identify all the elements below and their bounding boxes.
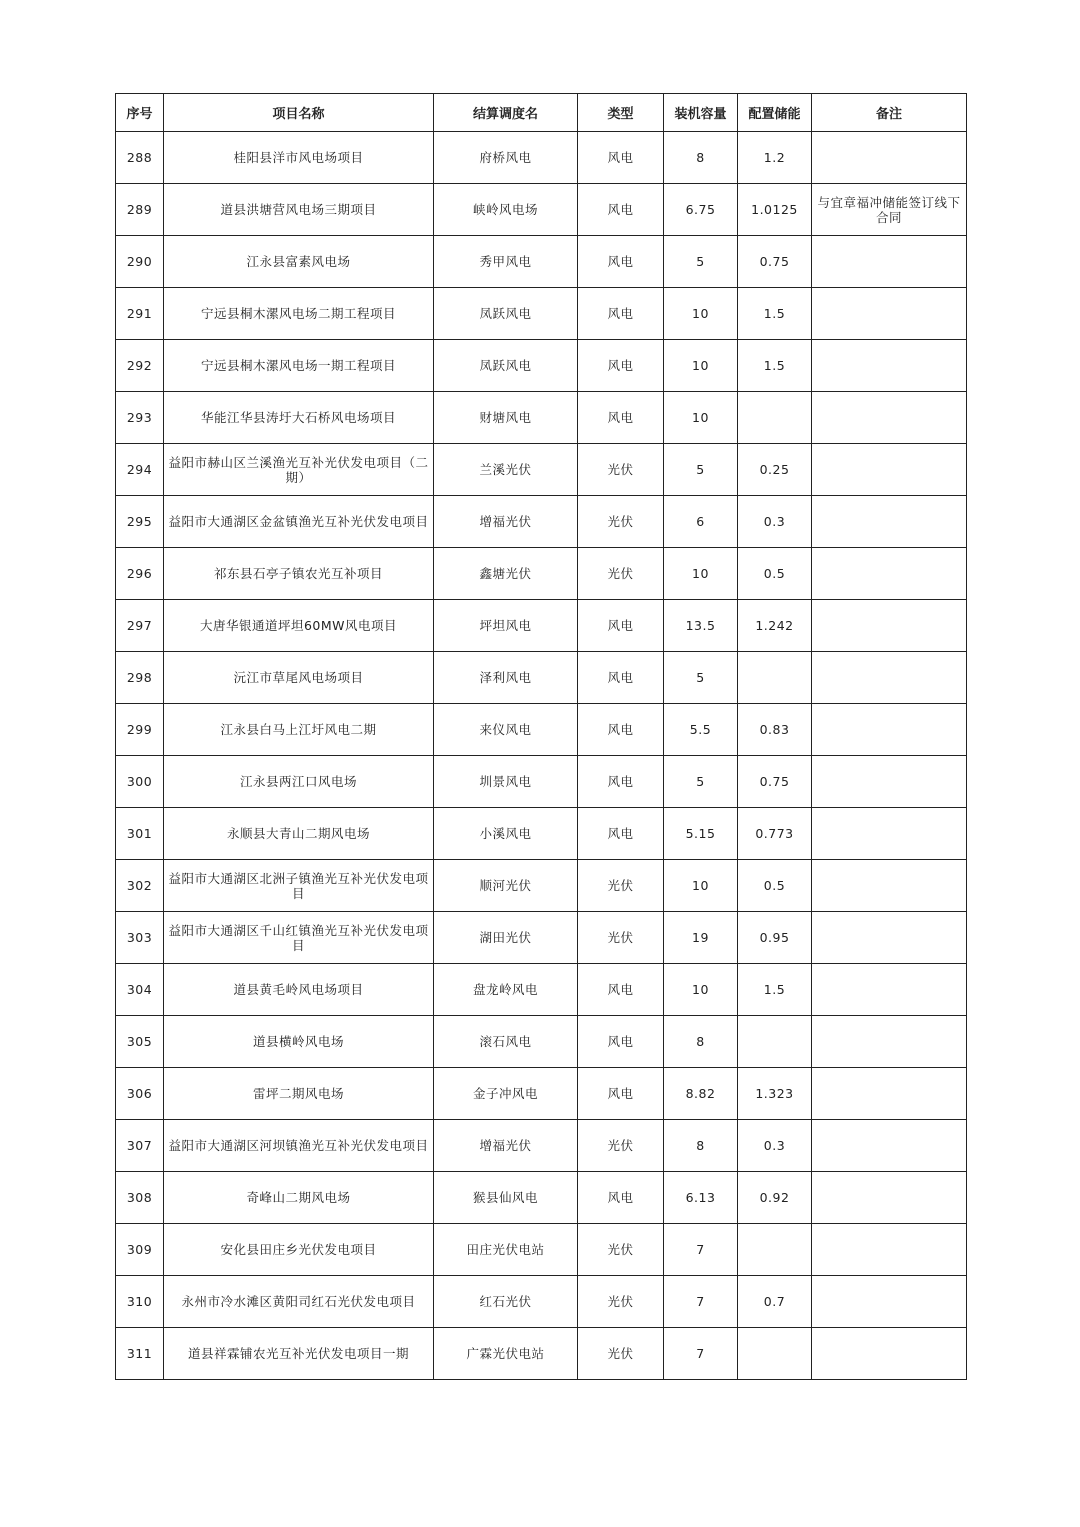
cell-project-name: 奇峰山二期风电场 <box>164 1172 434 1224</box>
cell-dispatch-name: 小溪风电 <box>434 808 578 860</box>
cell-capacity: 7 <box>664 1224 738 1276</box>
col-header-project-name: 项目名称 <box>164 94 434 132</box>
cell-index: 304 <box>116 964 164 1016</box>
table-row <box>116 1016 967 1068</box>
cell-type: 风电 <box>578 600 664 652</box>
cell-type: 风电 <box>578 964 664 1016</box>
cell-remarks <box>812 444 967 496</box>
cell-type: 光伏 <box>578 548 664 600</box>
header-row <box>116 94 967 132</box>
cell-type: 风电 <box>578 184 664 236</box>
cell-storage <box>738 1016 812 1068</box>
cell-remarks <box>812 392 967 444</box>
cell-index: 300 <box>116 756 164 808</box>
cell-dispatch-name: 鑫塘光伏 <box>434 548 578 600</box>
cell-type: 光伏 <box>578 1276 664 1328</box>
cell-index: 303 <box>116 912 164 964</box>
cell-index: 295 <box>116 496 164 548</box>
cell-capacity: 13.5 <box>664 600 738 652</box>
cell-index: 298 <box>116 652 164 704</box>
cell-storage: 1.5 <box>738 964 812 1016</box>
cell-index: 308 <box>116 1172 164 1224</box>
cell-storage: 1.5 <box>738 340 812 392</box>
cell-capacity: 8 <box>664 1120 738 1172</box>
cell-capacity: 5 <box>664 652 738 704</box>
cell-project-name: 雷坪二期风电场 <box>164 1068 434 1120</box>
table-row <box>116 756 967 808</box>
cell-storage <box>738 1328 812 1380</box>
cell-capacity: 5 <box>664 236 738 288</box>
table-row <box>116 652 967 704</box>
table-row <box>116 392 967 444</box>
table-row <box>116 860 967 912</box>
cell-index: 288 <box>116 132 164 184</box>
cell-project-name: 宁远县桐木漯风电场一期工程项目 <box>164 340 434 392</box>
cell-storage: 0.773 <box>738 808 812 860</box>
cell-dispatch-name: 金子冲风电 <box>434 1068 578 1120</box>
cell-index: 291 <box>116 288 164 340</box>
table-row <box>116 1120 967 1172</box>
cell-dispatch-name: 滚石风电 <box>434 1016 578 1068</box>
cell-index: 307 <box>116 1120 164 1172</box>
cell-project-name: 益阳市大通湖区河坝镇渔光互补光伏发电项目 <box>164 1120 434 1172</box>
cell-type: 风电 <box>578 340 664 392</box>
cell-dispatch-name: 广霖光伏电站 <box>434 1328 578 1380</box>
cell-capacity: 6.75 <box>664 184 738 236</box>
table-row <box>116 808 967 860</box>
cell-capacity: 7 <box>664 1276 738 1328</box>
table-row <box>116 704 967 756</box>
cell-dispatch-name: 增福光伏 <box>434 496 578 548</box>
cell-remarks <box>812 496 967 548</box>
cell-project-name: 益阳市赫山区兰溪渔光互补光伏发电项目（二期） <box>164 444 434 496</box>
col-header-index: 序号 <box>116 94 164 132</box>
cell-type: 光伏 <box>578 860 664 912</box>
cell-index: 290 <box>116 236 164 288</box>
table-row <box>116 288 967 340</box>
col-header-dispatch-name: 结算调度名 <box>434 94 578 132</box>
cell-type: 光伏 <box>578 444 664 496</box>
table-body <box>116 132 967 1380</box>
cell-storage: 0.7 <box>738 1276 812 1328</box>
cell-remarks <box>812 600 967 652</box>
cell-capacity: 10 <box>664 548 738 600</box>
cell-index: 310 <box>116 1276 164 1328</box>
cell-type: 风电 <box>578 288 664 340</box>
table-row <box>116 236 967 288</box>
cell-capacity: 8.82 <box>664 1068 738 1120</box>
cell-remarks <box>812 340 967 392</box>
cell-index: 297 <box>116 600 164 652</box>
cell-dispatch-name: 圳景风电 <box>434 756 578 808</box>
cell-index: 306 <box>116 1068 164 1120</box>
cell-index: 289 <box>116 184 164 236</box>
table-row <box>116 964 967 1016</box>
col-header-capacity: 装机容量 <box>664 94 738 132</box>
cell-remarks <box>812 548 967 600</box>
cell-dispatch-name: 湖田光伏 <box>434 912 578 964</box>
cell-storage: 0.75 <box>738 756 812 808</box>
cell-dispatch-name: 坪坦风电 <box>434 600 578 652</box>
cell-remarks <box>812 808 967 860</box>
cell-capacity: 7 <box>664 1328 738 1380</box>
cell-storage: 0.5 <box>738 548 812 600</box>
cell-capacity: 5 <box>664 444 738 496</box>
cell-type: 风电 <box>578 704 664 756</box>
cell-capacity: 6.13 <box>664 1172 738 1224</box>
cell-project-name: 道县祥霖铺农光互补光伏发电项目一期 <box>164 1328 434 1380</box>
cell-index: 302 <box>116 860 164 912</box>
table-row <box>116 1172 967 1224</box>
cell-project-name: 永顺县大青山二期风电场 <box>164 808 434 860</box>
col-header-type: 类型 <box>578 94 664 132</box>
cell-project-name: 道县横岭风电场 <box>164 1016 434 1068</box>
cell-storage: 0.75 <box>738 236 812 288</box>
cell-project-name: 安化县田庄乡光伏发电项目 <box>164 1224 434 1276</box>
cell-type: 风电 <box>578 652 664 704</box>
cell-capacity: 8 <box>664 1016 738 1068</box>
table-row <box>116 184 967 236</box>
cell-type: 光伏 <box>578 496 664 548</box>
cell-remarks <box>812 132 967 184</box>
table-row <box>116 912 967 964</box>
cell-index: 301 <box>116 808 164 860</box>
cell-type: 风电 <box>578 808 664 860</box>
cell-dispatch-name: 凤跃风电 <box>434 340 578 392</box>
table-header <box>116 94 967 132</box>
cell-project-name: 江永县富素风电场 <box>164 236 434 288</box>
cell-capacity: 10 <box>664 860 738 912</box>
cell-type: 风电 <box>578 132 664 184</box>
table-row <box>116 1068 967 1120</box>
table-row <box>116 340 967 392</box>
cell-remarks <box>812 1120 967 1172</box>
cell-dispatch-name: 增福光伏 <box>434 1120 578 1172</box>
cell-capacity: 8 <box>664 132 738 184</box>
cell-remarks <box>812 1328 967 1380</box>
cell-type: 光伏 <box>578 1224 664 1276</box>
cell-capacity: 5.5 <box>664 704 738 756</box>
cell-remarks <box>812 860 967 912</box>
cell-project-name: 桂阳县洋市风电场项目 <box>164 132 434 184</box>
table-row <box>116 444 967 496</box>
cell-remarks <box>812 1068 967 1120</box>
cell-project-name: 江永县白马上江圩风电二期 <box>164 704 434 756</box>
cell-project-name: 永州市冷水滩区黄阳司红石光伏发电项目 <box>164 1276 434 1328</box>
cell-storage: 0.3 <box>738 1120 812 1172</box>
cell-project-name: 华能江华县涛圩大石桥风电场项目 <box>164 392 434 444</box>
cell-project-name: 益阳市大通湖区千山红镇渔光互补光伏发电项目 <box>164 912 434 964</box>
cell-storage: 0.95 <box>738 912 812 964</box>
cell-type: 风电 <box>578 756 664 808</box>
cell-remarks <box>812 964 967 1016</box>
cell-project-name: 沅江市草尾风电场项目 <box>164 652 434 704</box>
cell-capacity: 6 <box>664 496 738 548</box>
table-row <box>116 132 967 184</box>
cell-dispatch-name: 泽利风电 <box>434 652 578 704</box>
cell-type: 风电 <box>578 1016 664 1068</box>
cell-remarks <box>812 1276 967 1328</box>
cell-index: 292 <box>116 340 164 392</box>
cell-project-name: 祁东县石亭子镇农光互补项目 <box>164 548 434 600</box>
cell-project-name: 益阳市大通湖区北洲子镇渔光互补光伏发电项目 <box>164 860 434 912</box>
cell-capacity: 10 <box>664 340 738 392</box>
table-row <box>116 496 967 548</box>
table-row <box>116 1328 967 1380</box>
cell-project-name: 宁远县桐木漯风电场二期工程项目 <box>164 288 434 340</box>
cell-type: 光伏 <box>578 1120 664 1172</box>
cell-type: 风电 <box>578 1172 664 1224</box>
cell-dispatch-name: 盘龙岭风电 <box>434 964 578 1016</box>
cell-storage: 1.323 <box>738 1068 812 1120</box>
cell-dispatch-name: 府桥风电 <box>434 132 578 184</box>
cell-storage: 0.3 <box>738 496 812 548</box>
cell-remarks <box>812 236 967 288</box>
cell-dispatch-name: 峡岭风电场 <box>434 184 578 236</box>
cell-index: 296 <box>116 548 164 600</box>
cell-remarks <box>812 1224 967 1276</box>
cell-storage: 1.2 <box>738 132 812 184</box>
cell-dispatch-name: 红石光伏 <box>434 1276 578 1328</box>
col-header-storage: 配置储能 <box>738 94 812 132</box>
cell-dispatch-name: 秀甲风电 <box>434 236 578 288</box>
cell-index: 305 <box>116 1016 164 1068</box>
cell-capacity: 10 <box>664 392 738 444</box>
cell-remarks <box>812 652 967 704</box>
cell-remarks: 与宜章福冲储能签订线下合同 <box>812 184 967 236</box>
cell-remarks <box>812 288 967 340</box>
cell-remarks <box>812 1172 967 1224</box>
cell-index: 293 <box>116 392 164 444</box>
cell-dispatch-name: 凤跃风电 <box>434 288 578 340</box>
cell-project-name: 道县洪塘营风电场三期项目 <box>164 184 434 236</box>
cell-storage: 0.92 <box>738 1172 812 1224</box>
cell-type: 光伏 <box>578 912 664 964</box>
cell-dispatch-name: 兰溪光伏 <box>434 444 578 496</box>
cell-remarks <box>812 1016 967 1068</box>
cell-dispatch-name: 猴县仙风电 <box>434 1172 578 1224</box>
cell-type: 风电 <box>578 1068 664 1120</box>
cell-type: 风电 <box>578 236 664 288</box>
cell-storage <box>738 652 812 704</box>
cell-dispatch-name: 顺河光伏 <box>434 860 578 912</box>
cell-capacity: 10 <box>664 964 738 1016</box>
cell-dispatch-name: 田庄光伏电站 <box>434 1224 578 1276</box>
cell-type: 风电 <box>578 392 664 444</box>
cell-capacity: 19 <box>664 912 738 964</box>
cell-storage: 0.5 <box>738 860 812 912</box>
table-row <box>116 1224 967 1276</box>
cell-dispatch-name: 来仪风电 <box>434 704 578 756</box>
cell-dispatch-name: 财塘风电 <box>434 392 578 444</box>
cell-storage <box>738 1224 812 1276</box>
col-header-remarks: 备注 <box>812 94 967 132</box>
cell-storage: 0.83 <box>738 704 812 756</box>
table-row <box>116 1276 967 1328</box>
table-row <box>116 600 967 652</box>
project-table <box>115 93 967 1380</box>
cell-index: 311 <box>116 1328 164 1380</box>
cell-storage: 1.5 <box>738 288 812 340</box>
cell-index: 294 <box>116 444 164 496</box>
cell-index: 299 <box>116 704 164 756</box>
cell-storage: 0.25 <box>738 444 812 496</box>
cell-project-name: 江永县两江口风电场 <box>164 756 434 808</box>
cell-storage <box>738 392 812 444</box>
cell-project-name: 益阳市大通湖区金盆镇渔光互补光伏发电项目 <box>164 496 434 548</box>
cell-project-name: 大唐华银通道坪坦60MW风电项目 <box>164 600 434 652</box>
cell-remarks <box>812 912 967 964</box>
cell-storage: 1.242 <box>738 600 812 652</box>
cell-capacity: 5.15 <box>664 808 738 860</box>
cell-remarks <box>812 756 967 808</box>
cell-type: 光伏 <box>578 1328 664 1380</box>
cell-storage: 1.0125 <box>738 184 812 236</box>
table-row <box>116 548 967 600</box>
cell-capacity: 10 <box>664 288 738 340</box>
cell-project-name: 道县黄毛岭风电场项目 <box>164 964 434 1016</box>
cell-capacity: 5 <box>664 756 738 808</box>
cell-index: 309 <box>116 1224 164 1276</box>
cell-remarks <box>812 704 967 756</box>
